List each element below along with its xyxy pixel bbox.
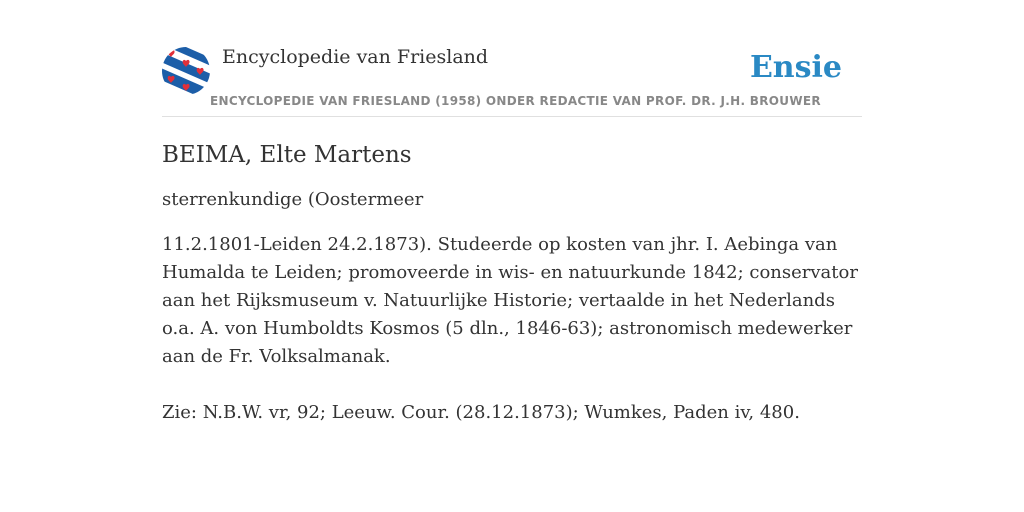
entry-lead: sterrenkundige (Oostermeer	[162, 189, 424, 210]
entry-title: BEIMA, Elte Martens	[162, 142, 412, 168]
entry-content	[162, 138, 862, 427]
header	[162, 44, 862, 117]
brand-logo-text[interactable]: Ensie	[749, 50, 842, 85]
entry-body: 11.2.1801-Leiden 24.2.1873). Studeerde op kosten van jhr. I. Aebinga van Humalda te Leiden; promoveerde in wis- en natuurkunde 1842; conservator aan het Rijksmuseum v. Natuurlijke Historie; vertaalde in het Nederlands o.a. A. von Humboldts Kosmos (5 dln., 1846-63); astronomisch medewerker aan de Fr. Volksalmanak.	[162, 234, 858, 367]
entry-references: Zie: N.B.W. vr, 92; Leeuw. Cour. (28.12.1873); Wumkes, Paden iv, 480.	[162, 402, 800, 423]
site-title[interactable]: Encyclopedie van Friesland	[222, 46, 489, 68]
site-subtitle: ENCYCLOPEDIE VAN FRIESLAND (1958) ONDER REDACTIE VAN PROF. DR. J.H. BROUWER	[210, 94, 821, 108]
frisian-flag-logo-icon[interactable]	[162, 47, 210, 95]
